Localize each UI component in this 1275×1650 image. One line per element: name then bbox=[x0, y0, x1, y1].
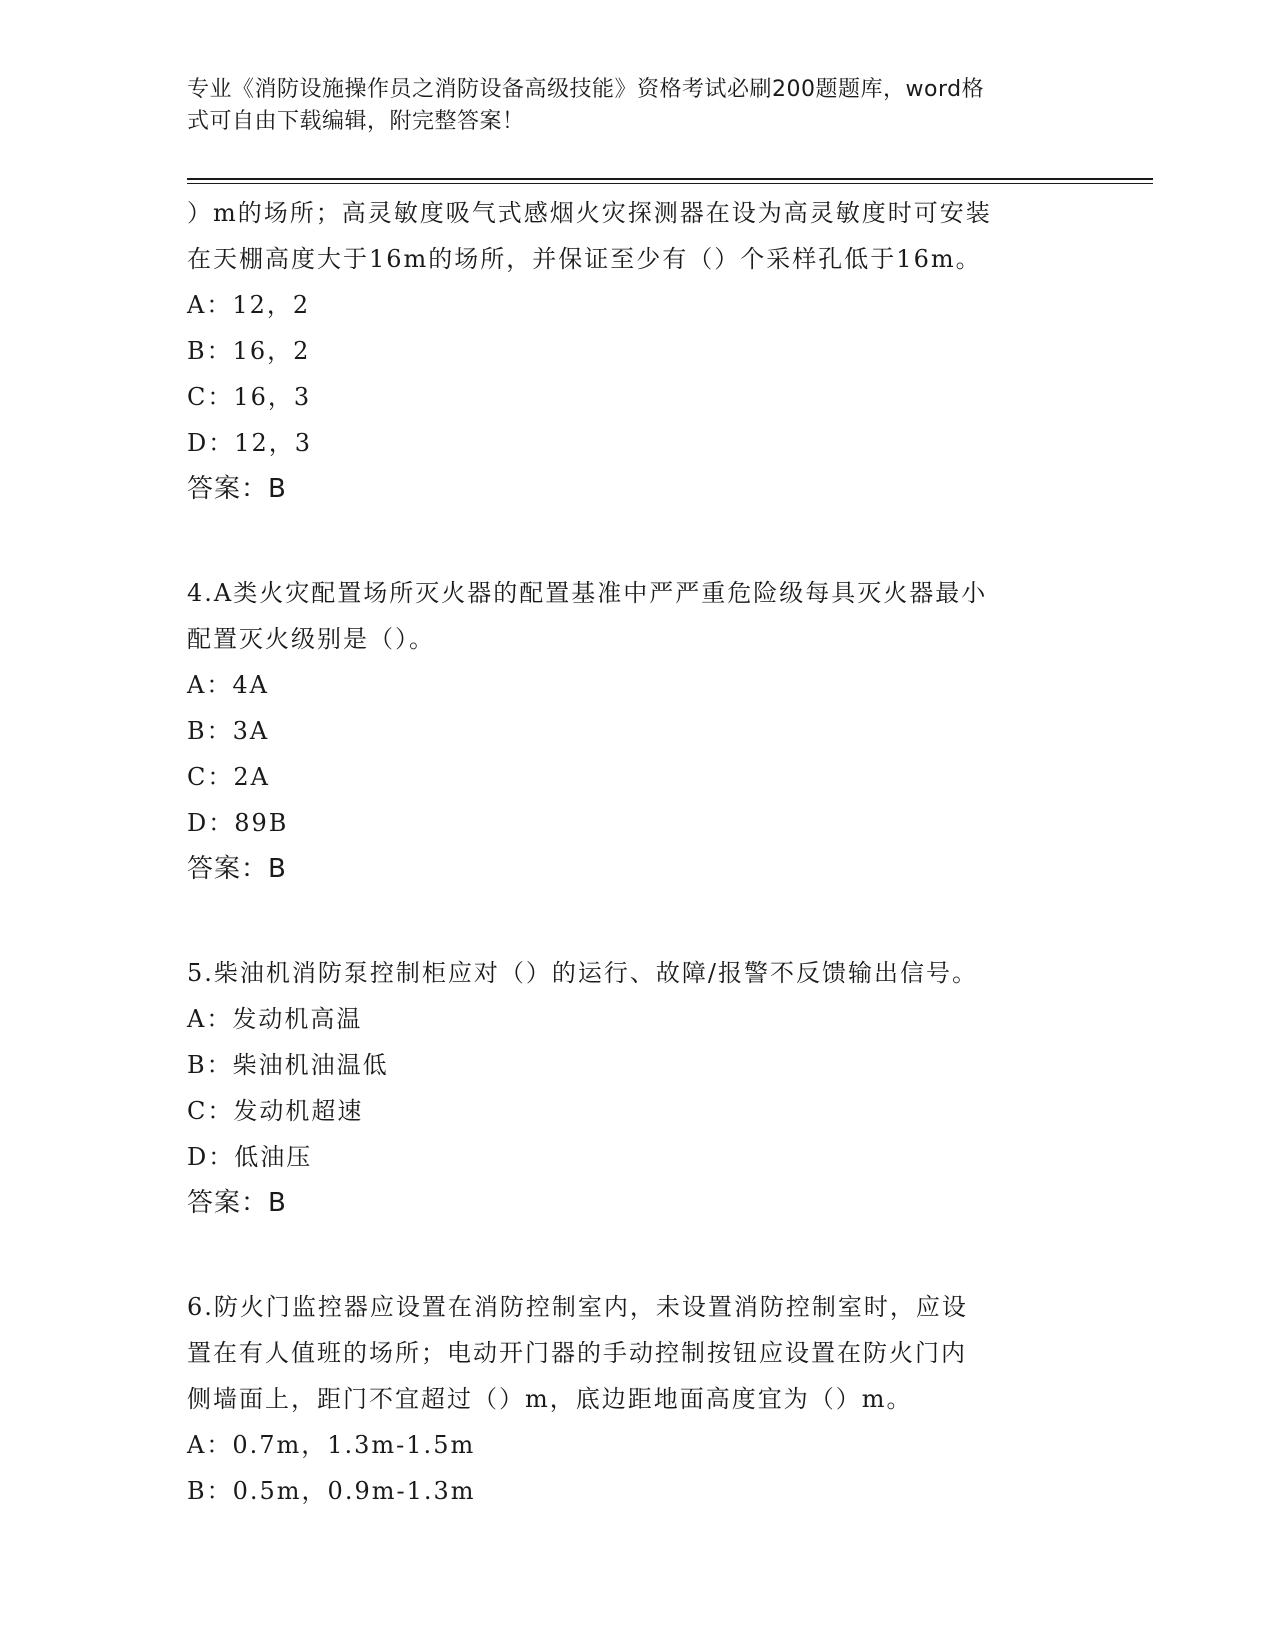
question-stem-line: 5.柴油机消防泵控制柜应对（）的运行、故障/报警不反馈输出信号。 bbox=[187, 959, 978, 987]
question-stem-line: 6.防火门监控器应设置在消防控制室内，未设置消防控制室时，应设 bbox=[187, 1293, 968, 1321]
question-list bbox=[187, 190, 1087, 1514]
option-d: D：低油压 bbox=[187, 1143, 313, 1171]
question-4 bbox=[187, 570, 1087, 892]
header-line-2: 式可自由下载编辑，附完整答案！ bbox=[187, 109, 525, 134]
question-6 bbox=[187, 1284, 1087, 1514]
header-rule-thin bbox=[187, 183, 1153, 184]
question-stem-line: 在天棚高度大于16m的场所，并保证至少有（）个采样孔低于16m。 bbox=[187, 245, 982, 273]
question-stem-line: 4.A类火灾配置场所灭火器的配置基准中严严重危险级每具灭火器最小 bbox=[187, 579, 988, 607]
spacer bbox=[187, 512, 1087, 570]
answer-label: 答案：B bbox=[187, 854, 287, 884]
option-b: B：柴油机油温低 bbox=[187, 1051, 389, 1079]
option-c: C：2A bbox=[187, 763, 270, 791]
option-d: D：89B bbox=[187, 809, 289, 837]
question-stem-line: 配置灭火级别是（）。 bbox=[187, 625, 435, 653]
spacer bbox=[187, 892, 1087, 950]
option-d: D：12，3 bbox=[187, 429, 313, 457]
option-b: B：16，2 bbox=[187, 337, 311, 365]
option-a: A：4A bbox=[187, 671, 269, 699]
answer-label: 答案：B bbox=[187, 1188, 287, 1218]
option-c: C：发动机超速 bbox=[187, 1097, 364, 1125]
question-stem-line: 置在有人值班的场所；电动开门器的手动控制按钮应设置在防火门内 bbox=[187, 1339, 967, 1367]
header-rule-thick bbox=[187, 178, 1153, 180]
question-stem-line: 侧墙面上，距门不宜超过（）m，底边距地面高度宜为（）m。 bbox=[187, 1385, 913, 1413]
option-a: A：0.7m，1.3m-1.5m bbox=[187, 1431, 476, 1459]
option-b: B：3A bbox=[187, 717, 270, 745]
spacer bbox=[187, 1226, 1087, 1284]
document-header bbox=[187, 74, 1087, 138]
answer-label: 答案：B bbox=[187, 474, 287, 504]
header-line-1: 专业《消防设施操作员之消防设备高级技能》资格考试必刷200题题库，word格 bbox=[187, 77, 985, 102]
option-a: A：12，2 bbox=[187, 291, 311, 319]
option-c: C：16，3 bbox=[187, 383, 312, 411]
question-stem-line: ）m的场所；高灵敏度吸气式感烟火灾探测器在设为高灵敏度时可安装 bbox=[187, 199, 992, 227]
question-5 bbox=[187, 950, 1087, 1226]
question-3 bbox=[187, 190, 1087, 512]
option-a: A：发动机高温 bbox=[187, 1005, 363, 1033]
option-b: B：0.5m，0.9m-1.3m bbox=[187, 1477, 476, 1505]
